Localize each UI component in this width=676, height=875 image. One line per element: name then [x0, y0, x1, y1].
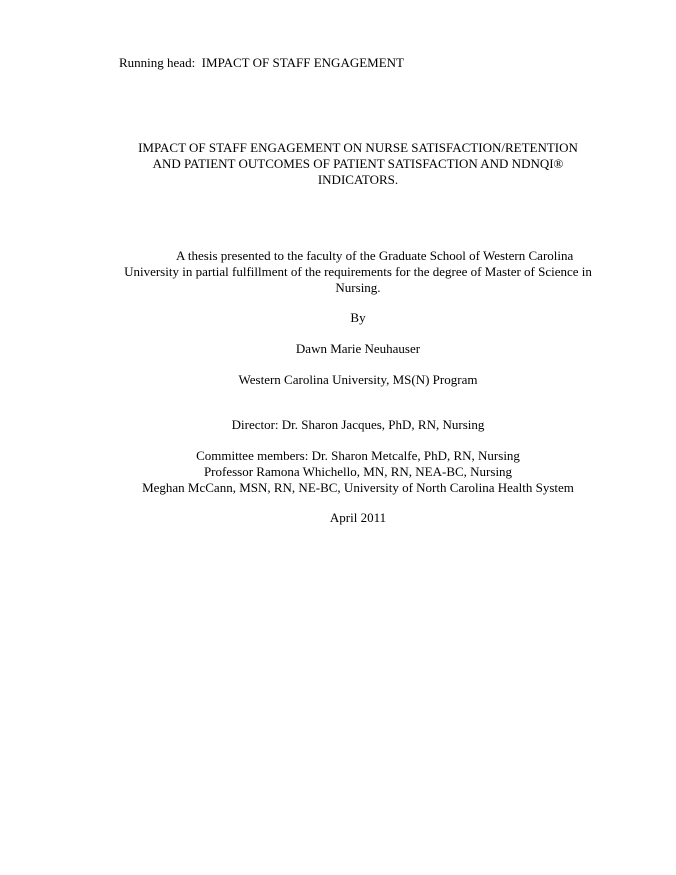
- author-name: Dawn Marie Neuhauser: [295, 341, 421, 356]
- running-head: Running head: IMPACT OF STAFF ENGAGEMENT: [119, 55, 404, 70]
- committee-line: Meghan McCann, MSN, RN, NE-BC, University of North Carolina Health System: [142, 480, 574, 495]
- thesis-statement-line: Nursing.: [335, 280, 381, 295]
- committee-line: Committee members: Dr. Sharon Metcalfe, PhD, RN, Nursing: [196, 448, 520, 463]
- thesis-statement-line: A thesis presented to the faculty of the Graduate School of Western Carolina: [176, 248, 574, 263]
- thesis-title-line: AND PATIENT OUTCOMES OF PATIENT SATISFACTION AND NDNQI®: [152, 156, 564, 171]
- thesis-statement-line: University in partial fulfillment of the requirements for the degree of Master of Science in: [124, 264, 592, 279]
- committee-line: Professor Ramona Whichello, MN, RN, NEA-BC, Nursing: [203, 464, 513, 479]
- thesis-statement: [110, 248, 606, 296]
- thesis-title-line: INDICATORS.: [317, 172, 399, 187]
- director-line: Director: Dr. Sharon Jacques, PhD, RN, Nursing: [231, 417, 485, 432]
- by-label: By: [350, 310, 366, 325]
- thesis-date: April 2011: [329, 510, 387, 525]
- program-name: Western Carolina University, MS(N) Program: [238, 372, 478, 387]
- thesis-title: [110, 140, 606, 188]
- thesis-title-line: IMPACT OF STAFF ENGAGEMENT ON NURSE SATISFACTION/RETENTION: [138, 140, 578, 155]
